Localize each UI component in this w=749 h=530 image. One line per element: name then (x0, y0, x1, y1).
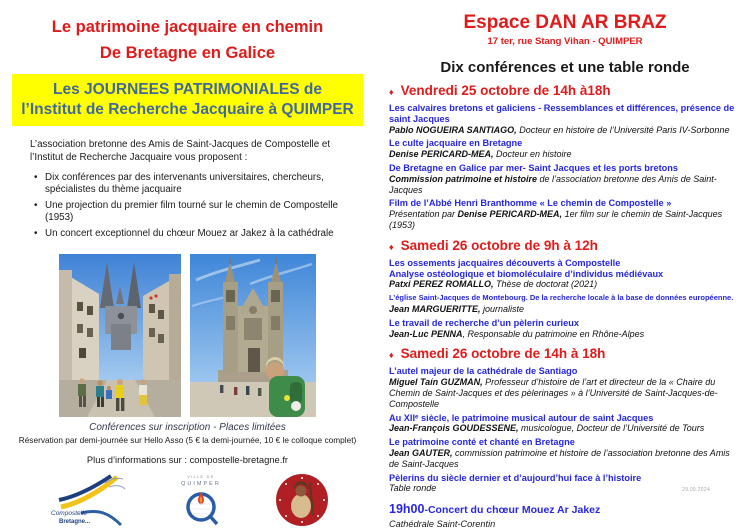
bullet-icon: • (34, 228, 38, 239)
session (389, 238, 741, 340)
speaker-role: Thèse de doctorat (2021) (493, 279, 598, 290)
main-title-line1: Le patrimoine jacquaire en chemin (51, 18, 324, 36)
speaker-line (389, 279, 741, 290)
conference-title: L’église Saint-Jacques de Montebourg. De la recherche locale à la base de données européenne. (389, 293, 734, 303)
quimper-logo-text-2: QUIMPER (180, 481, 221, 487)
concert-block (389, 500, 741, 529)
speaker-line (389, 448, 741, 470)
speaker-role: Docteur en histoire (493, 149, 572, 160)
conference-title: Le travail de recherche d’un pèlerin curieux (389, 317, 579, 328)
speaker-role: 1er film sur le chemin de Saint-Jacques (1953) (389, 209, 723, 230)
bullet-text: Un concert exceptionnel du chœur Mouez ar Jakez à la cathédrale (45, 228, 334, 239)
speaker-role: journaliste (480, 303, 525, 314)
conference-item (389, 293, 741, 315)
conference-item (389, 138, 741, 160)
conference-title: Le culte jacquaire en Bretagne (389, 138, 523, 149)
speaker-line (389, 209, 741, 231)
list-item (34, 172, 351, 196)
concert-line (389, 500, 741, 518)
speaker-line (389, 377, 741, 409)
photo-row (0, 254, 375, 417)
program-subtitle: Dix conférences et une table ronde (440, 59, 690, 76)
conference-title: Les ossements jacquaires découverts à Compostelle (389, 257, 621, 268)
speaker-line (389, 423, 741, 434)
speaker-role: Docteur en histoire de l’Université Paris IV-Sorbonne (516, 124, 730, 135)
speaker-name: Jean MARGUERITTE, (389, 303, 481, 314)
diamond-bullet-icon: ♦ (389, 241, 394, 252)
banner-line1: Les JOURNEES PATRIMONIALES de (53, 81, 322, 98)
bullet-icon: • (34, 172, 38, 183)
conference-item (389, 103, 741, 135)
concert-title: -Concert du chœur Mouez Ar Jakez (424, 504, 601, 517)
speaker-name: Patxi PEREZ ROMALLO, (389, 279, 494, 290)
conference-item (389, 366, 741, 409)
conference-item (389, 198, 741, 230)
intro-paragraph: L’association bretonne des Amis de Saint-Jacques de Compostelle et l’Institut de Recherche Jacquaire vous proposent : (30, 139, 331, 163)
conference-title: Pèlerins du siècle dernier et d’aujourd’hui face à l’histoire (389, 472, 642, 483)
conference-title: Au XIIᵉ siècle, le patrimoine musical autour de saint Jacques (389, 412, 654, 423)
conference-title: Les calvaires bretons et galiciens - Ressemblances et différences, présence de saint Jacques (389, 103, 735, 124)
venue-title: Espace DAN AR BRAZ (463, 12, 667, 33)
compostelle-bretagne-logo (47, 473, 127, 527)
speaker-line (389, 174, 741, 196)
diamond-bullet-icon: ♦ (389, 87, 394, 97)
main-title (0, 14, 375, 66)
venue-address: 17 ter, rue Stang Vihan - QUIMPER (487, 36, 643, 47)
list-item (34, 200, 351, 224)
banner-line2: l’Institut de Recherche Jacquaire à QUIMPER (21, 101, 354, 118)
conference-title: Le patrimoine conté et chanté en Bretagne (389, 437, 575, 448)
session (389, 83, 741, 231)
photo-santiago-cathedral (190, 254, 316, 417)
date-stamp: 29.09.2024 (682, 487, 711, 493)
speaker-name: Commission patrimoine et histoire (389, 173, 538, 184)
bullet-text: Dix conférences par des intervenants universitaires, chercheurs, spécialistes du thème jacquaire (45, 172, 324, 195)
bullet-icon: • (34, 200, 38, 211)
compostelle-logo-text-1: Compostelle (50, 510, 87, 517)
logo-row (0, 472, 375, 528)
quimper-logo-text-1: VILLE DE (186, 475, 215, 479)
conference-item (389, 413, 741, 435)
conference-item (389, 318, 741, 340)
yellow-banner (12, 74, 363, 126)
session-date: Vendredi 25 octobre de 14h à18h (400, 83, 611, 98)
session-date: Samedi 26 octobre de 14h à 18h (400, 346, 606, 362)
info-website-line: Plus d’informations sur : compostelle-bretagne.fr (86, 454, 289, 465)
conference-title: Film de l’Abbé Henri Branthomme « Le chemin de Compostelle » (389, 198, 672, 209)
speaker-prefix: Présentation par (389, 209, 458, 220)
speaker-name: Pablo NOGUEIRA SANTIAGO, (389, 124, 517, 135)
speaker-name: Jean-Luc PENNA (389, 328, 463, 339)
speaker-line (389, 329, 741, 340)
speaker-line (389, 149, 741, 160)
session-heading (389, 346, 741, 363)
speaker-role: commission patrimoine et histoire de l’association bretonne des Amis de Saint-Jacques (389, 447, 730, 469)
concert-venue: Cathédrale Saint-Corentin (389, 519, 496, 530)
institut-recherche-jacquaire-logo (275, 473, 329, 527)
diamond-bullet-icon: ♦ (389, 350, 394, 361)
speaker-name: Denise PERICARD-MEA, (389, 149, 494, 160)
conference-title: De Bretagne en Galice par mer- Saint Jacques et les ports bretons (389, 162, 678, 173)
session-heading (389, 238, 741, 255)
session (389, 346, 741, 494)
right-page (375, 0, 749, 530)
speaker-line (389, 125, 741, 136)
conference-item (389, 437, 741, 469)
concert-time: 19h00 (389, 502, 425, 517)
sessions-list (389, 83, 741, 494)
speaker-name: Denise PERICARD-MEA, (457, 209, 563, 220)
speaker-prefix: Table ronde (389, 483, 437, 494)
speaker-line (389, 304, 741, 315)
ville-de-quimper-logo (169, 472, 233, 528)
speaker-role: Professeur d’histoire de l’art et directeur de la « Chaire du Chemin de Saint-Jacques et des pèlerinages » à l’Université de Saint-Jacques-de-Compostelle (389, 377, 718, 409)
list-item (34, 228, 351, 240)
speaker-role: , Responsable du patrimoine en Rhône-Alpes (462, 328, 645, 339)
speaker-role: musicologue, Docteur de l’Université de Tours (518, 423, 705, 434)
bullet-text: Une projection du premier film tourné sur le chemin de Compostelle (1953) (45, 200, 338, 223)
speaker-name: Jean GAUTER, (389, 447, 453, 458)
speaker-name: Miguel Taín GUZMAN, (389, 377, 483, 388)
photo-quimper-street (59, 254, 181, 417)
conference-item (389, 258, 741, 290)
session-date: Samedi 26 octobre de 9h à 12h (400, 237, 598, 253)
conference-title: Analyse ostéologique et biomoléculaire d’individus médiévaux (389, 268, 664, 279)
conference-item (389, 163, 741, 195)
compostelle-logo-text-2: Bretagne... (58, 519, 90, 525)
conference-title: L’autel majeur de la cathédrale de Santiago (389, 366, 578, 377)
photo-caption: Conférences sur inscription - Places limitées (89, 422, 286, 433)
speaker-name: Jean-François GOUDESSENE, (389, 423, 519, 434)
bullet-list (34, 172, 351, 240)
session-heading (389, 83, 741, 100)
main-title-line2: De Bretagne en Galice (99, 44, 276, 62)
speaker-role: de l’association bretonne des Amis de Saint-Jacques (389, 173, 717, 195)
reservation-note: Réservation par demi-journée sur Hello Asso (5 € la demi-journée, 10 € le colloque complet) (18, 435, 357, 445)
